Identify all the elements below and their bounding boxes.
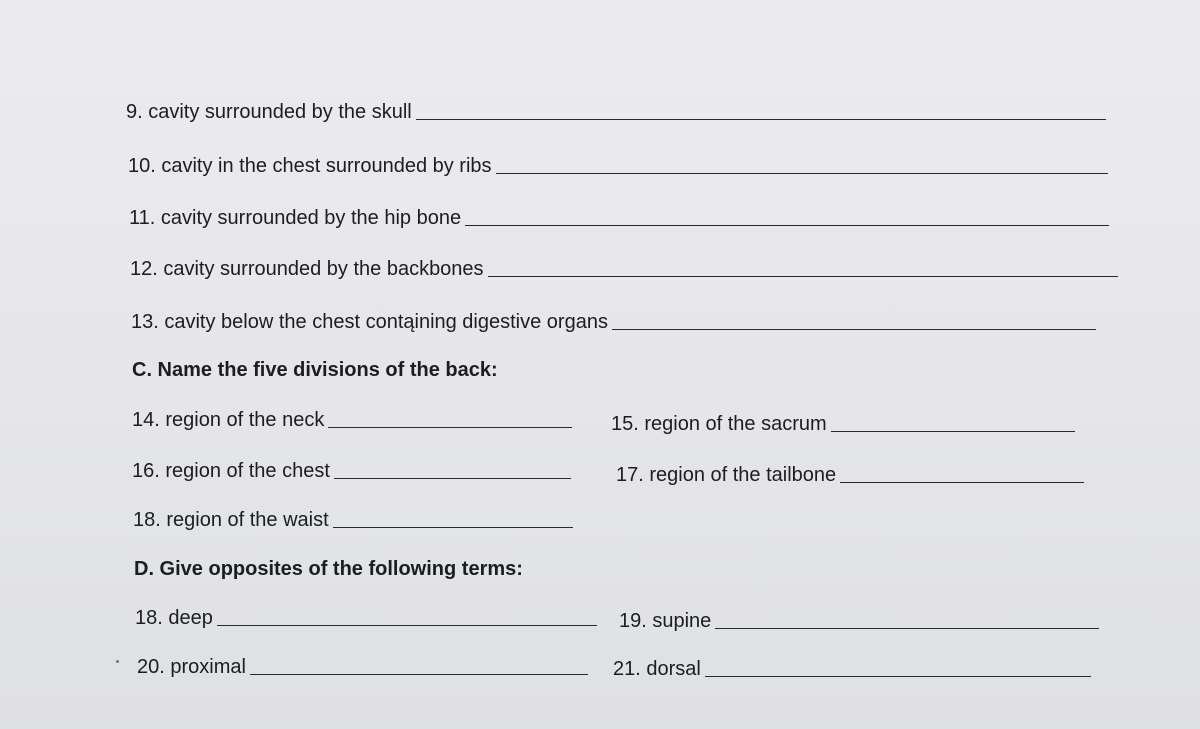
question-16 — [132, 459, 571, 483]
question-14 — [132, 408, 572, 432]
question-20 — [137, 655, 588, 679]
question-19-label: 19. supine — [619, 610, 712, 632]
question-18-deep — [135, 606, 597, 630]
question-10 — [128, 154, 1108, 178]
question-20-label: 20. proximal — [137, 656, 246, 678]
answer-blank-9[interactable] — [416, 119, 1106, 120]
answer-blank-21[interactable] — [705, 676, 1091, 677]
question-19 — [619, 609, 1099, 633]
section-c-heading: C. Name the five divisions of the back: — [132, 359, 498, 381]
answer-blank-16[interactable] — [334, 478, 571, 479]
question-18-deep-label: 18. deep — [135, 607, 213, 629]
question-9-label: 9. cavity surrounded by the skull — [126, 101, 412, 123]
answer-blank-12[interactable] — [488, 276, 1118, 277]
question-9 — [126, 100, 1106, 124]
question-16-label: 16. region of the chest — [132, 460, 330, 482]
answer-blank-18-waist[interactable] — [333, 527, 573, 528]
question-15 — [611, 412, 1075, 436]
question-13 — [131, 310, 1096, 334]
question-11 — [129, 206, 1109, 230]
paper-speck — [116, 660, 119, 663]
question-21 — [613, 657, 1091, 681]
question-11-label: 11. cavity surrounded by the hip bone — [129, 207, 462, 229]
question-14-label: 14. region of the neck — [132, 409, 325, 431]
question-12-label: 12. cavity surrounded by the backbones — [130, 258, 484, 280]
answer-blank-18-deep[interactable] — [217, 625, 597, 626]
question-13-label: 13. cavity below the chest contąining digestive organs — [131, 311, 608, 333]
answer-blank-13[interactable] — [612, 329, 1096, 330]
question-17-label: 17. region of the tailbone — [616, 464, 837, 486]
answer-blank-15[interactable] — [831, 431, 1075, 432]
answer-blank-14[interactable] — [328, 427, 572, 428]
answer-blank-17[interactable] — [840, 482, 1084, 483]
answer-blank-10[interactable] — [496, 173, 1108, 174]
question-12 — [130, 257, 1118, 281]
question-21-label: 21. dorsal — [613, 658, 701, 680]
question-10-label: 10. cavity in the chest surrounded by ribs — [128, 155, 492, 177]
question-18-waist-label: 18. region of the waist — [133, 509, 329, 531]
answer-blank-19[interactable] — [715, 628, 1099, 629]
question-15-label: 15. region of the sacrum — [611, 413, 827, 435]
question-17 — [616, 463, 1084, 487]
answer-blank-20[interactable] — [250, 674, 588, 675]
question-18-waist — [133, 508, 573, 532]
answer-blank-11[interactable] — [465, 225, 1109, 226]
section-d-heading: D. Give opposites of the following terms: — [134, 558, 523, 580]
